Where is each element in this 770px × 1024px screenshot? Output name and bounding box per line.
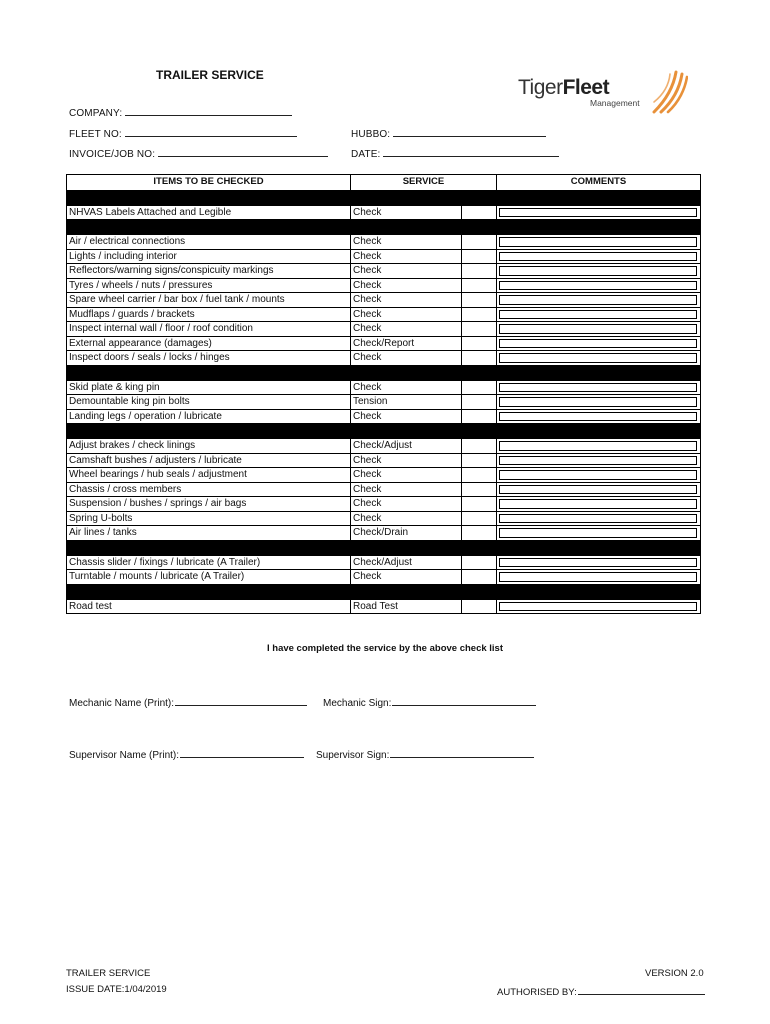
footer-issue-date: ISSUE DATE:1/04/2019 xyxy=(66,984,167,995)
service-cell: Check xyxy=(350,570,461,584)
hubbo-field[interactable] xyxy=(351,126,546,140)
service-cell: Tension xyxy=(350,395,461,409)
section-divider xyxy=(67,584,700,599)
table-row xyxy=(67,205,700,220)
comments-input[interactable] xyxy=(499,353,697,363)
service-cell: Check xyxy=(350,381,461,395)
logo-tagline: Management xyxy=(590,98,640,108)
logo-wordmark: TigerFleet xyxy=(518,76,610,99)
service-checklist-table xyxy=(66,174,701,614)
done-checkbox-cell[interactable] xyxy=(461,439,496,453)
comments-input[interactable] xyxy=(499,383,697,393)
table-row xyxy=(67,350,700,365)
comments-input[interactable] xyxy=(499,208,697,218)
item-cell: Reflectors/warning signs/conspicuity markings xyxy=(69,265,274,276)
supervisor-sign-line[interactable] xyxy=(390,747,534,758)
done-checkbox-cell[interactable] xyxy=(461,264,496,278)
table-row xyxy=(67,438,700,453)
done-checkbox-cell[interactable] xyxy=(461,512,496,526)
item-cell: Inspect doors / seals / locks / hinges xyxy=(69,352,230,363)
table-body xyxy=(67,190,700,614)
section-divider xyxy=(67,423,700,438)
section-divider xyxy=(67,365,700,380)
comments-input[interactable] xyxy=(499,499,697,509)
table-row xyxy=(67,569,700,584)
hubbo-line[interactable] xyxy=(393,126,546,137)
header-items: ITEMS TO BE CHECKED xyxy=(153,176,264,187)
item-cell: Spare wheel carrier / bar box / fuel tank / mounts xyxy=(69,294,285,305)
done-checkbox-cell[interactable] xyxy=(461,600,496,614)
section-divider xyxy=(67,190,700,205)
item-cell: Chassis slider / fixings / lubricate (A Trailer) xyxy=(69,556,261,568)
completion-statement: I have completed the service by the above check list xyxy=(266,643,503,654)
item-cell: Road test xyxy=(69,600,112,612)
comments-input[interactable] xyxy=(499,237,697,247)
supervisor-name-line[interactable] xyxy=(180,747,304,758)
done-checkbox-cell[interactable] xyxy=(461,526,496,540)
authorised-label: AUTHORISED BY: xyxy=(497,987,577,998)
done-checkbox-cell[interactable] xyxy=(461,395,496,409)
invoice-label: INVOICE/JOB NO: xyxy=(69,149,156,160)
item-cell: Chassis / cross members xyxy=(69,483,182,495)
service-cell: Check xyxy=(350,250,461,264)
item-cell: Camshaft bushes / adjusters / lubricate xyxy=(69,454,242,466)
supervisor-name-field[interactable] xyxy=(69,747,304,761)
done-checkbox-cell[interactable] xyxy=(461,483,496,497)
item-cell: Air / electrical connections xyxy=(69,236,186,247)
item-cell: Spring U-bolts xyxy=(69,512,133,524)
table-row xyxy=(67,409,700,424)
service-cell: Check/Adjust xyxy=(350,439,461,453)
tigerfleet-logo xyxy=(516,70,696,116)
section-divider xyxy=(67,540,700,555)
supervisor-name-label: Supervisor Name (Print): xyxy=(69,750,180,761)
fleet-no-label: FLEET NO: xyxy=(69,129,122,140)
table-row xyxy=(67,555,700,570)
table-row xyxy=(67,599,700,614)
comments-input[interactable] xyxy=(499,602,697,612)
comments-input[interactable] xyxy=(499,324,697,334)
done-checkbox-cell[interactable] xyxy=(461,381,496,395)
comments-input[interactable] xyxy=(499,485,697,495)
comments-input[interactable] xyxy=(499,572,697,582)
table-row xyxy=(67,467,700,482)
service-cell: Check/Adjust xyxy=(350,556,461,570)
mechanic-name-field[interactable] xyxy=(69,695,307,709)
service-cell: Check xyxy=(350,468,461,482)
date-line[interactable] xyxy=(383,146,559,157)
header-service: SERVICE xyxy=(350,175,496,190)
item-cell: External appearance (damages) xyxy=(69,337,212,349)
comments-input[interactable] xyxy=(499,558,697,568)
service-cell: Check xyxy=(350,351,461,365)
table-row xyxy=(67,336,700,351)
done-checkbox-cell[interactable] xyxy=(461,322,496,336)
service-cell: Check xyxy=(350,410,461,424)
item-cell: Air lines / tanks xyxy=(69,527,137,538)
service-cell: Check xyxy=(350,279,461,293)
table-row xyxy=(67,278,700,293)
footer-version: VERSION 2.0 xyxy=(645,968,704,979)
mechanic-name-line[interactable] xyxy=(175,695,307,706)
done-checkbox-cell[interactable] xyxy=(461,279,496,293)
section-divider xyxy=(67,219,700,234)
table-row xyxy=(67,380,700,395)
table-row xyxy=(67,525,700,540)
done-checkbox-cell[interactable] xyxy=(461,570,496,584)
date-label: DATE: xyxy=(351,149,381,160)
comments-input[interactable] xyxy=(499,281,697,291)
comments-input[interactable] xyxy=(499,295,697,305)
page-title: TRAILER SERVICE xyxy=(156,68,264,82)
date-field[interactable] xyxy=(351,146,559,160)
company-line[interactable] xyxy=(125,105,292,116)
service-cell: Check xyxy=(350,322,461,336)
comments-input[interactable] xyxy=(499,528,697,538)
fleet-no-line[interactable] xyxy=(125,126,297,137)
table-row xyxy=(67,511,700,526)
item-cell: Demountable king pin bolts xyxy=(69,396,190,407)
done-checkbox-cell[interactable] xyxy=(461,410,496,424)
mechanic-sign-label: Mechanic Sign: xyxy=(323,698,392,709)
comments-input[interactable] xyxy=(499,252,697,262)
service-cell: Check xyxy=(350,483,461,497)
item-cell: Tyres / wheels / nuts / pressures xyxy=(69,279,213,291)
mechanic-sign-field[interactable] xyxy=(323,695,536,709)
mechanic-name-label: Mechanic Name (Print): xyxy=(69,698,175,709)
invoice-field[interactable] xyxy=(69,146,328,160)
item-cell: Inspect internal wall / floor / roof condition xyxy=(69,323,253,334)
item-cell: Wheel bearings / hub seals / adjustment xyxy=(69,469,247,480)
table-row xyxy=(67,321,700,336)
comments-input[interactable] xyxy=(499,397,697,407)
company-label: COMPANY: xyxy=(69,108,123,119)
comments-input[interactable] xyxy=(499,412,697,422)
item-cell: NHVAS Labels Attached and Legible xyxy=(69,206,232,218)
done-checkbox-cell[interactable] xyxy=(461,206,496,220)
header-comments: COMMENTS xyxy=(496,175,700,190)
table-row xyxy=(67,234,700,249)
item-cell: Turntable / mounts / lubricate (A Trailer) xyxy=(69,571,245,582)
company-field[interactable] xyxy=(69,105,292,119)
table-row xyxy=(67,263,700,278)
comments-input[interactable] xyxy=(499,441,697,451)
done-checkbox-cell[interactable] xyxy=(461,337,496,351)
table-row xyxy=(67,496,700,511)
table-row xyxy=(67,292,700,307)
done-checkbox-cell[interactable] xyxy=(461,497,496,511)
service-cell: Road Test xyxy=(350,600,461,614)
supervisor-sign-label: Supervisor Sign: xyxy=(316,750,390,761)
comments-input[interactable] xyxy=(499,514,697,524)
service-cell: Check xyxy=(350,264,461,278)
comments-input[interactable] xyxy=(499,339,697,349)
done-checkbox-cell[interactable] xyxy=(461,235,496,249)
claw-marks-icon xyxy=(648,70,688,114)
done-checkbox-cell[interactable] xyxy=(461,468,496,482)
item-cell: Landing legs / operation / lubricate xyxy=(69,410,222,422)
item-cell: Suspension / bushes / springs / air bags xyxy=(69,498,247,509)
service-cell: Check/Drain xyxy=(350,526,461,540)
comments-input[interactable] xyxy=(499,456,697,466)
hubbo-label: HUBBO: xyxy=(351,129,391,140)
footer-doc-name: TRAILER SERVICE xyxy=(66,968,151,979)
table-header xyxy=(67,175,700,190)
done-checkbox-cell[interactable] xyxy=(461,308,496,322)
service-cell: Check xyxy=(350,497,461,511)
item-cell: Lights / including interior xyxy=(69,250,177,262)
service-cell: Check xyxy=(350,235,461,249)
service-cell: Check xyxy=(350,206,461,220)
supervisor-sign-field[interactable] xyxy=(316,747,534,761)
item-cell: Adjust brakes / check linings xyxy=(69,440,196,451)
done-checkbox-cell[interactable] xyxy=(461,351,496,365)
table-row xyxy=(67,249,700,264)
fleet-no-field[interactable] xyxy=(69,126,297,140)
comments-input[interactable] xyxy=(499,310,697,320)
service-cell: Check xyxy=(350,293,461,307)
table-row xyxy=(67,482,700,497)
table-row xyxy=(67,394,700,409)
authorised-line[interactable] xyxy=(578,984,705,995)
comments-input[interactable] xyxy=(499,266,697,276)
table-row xyxy=(67,307,700,322)
table-row xyxy=(67,453,700,468)
service-cell: Check/Report xyxy=(350,337,461,351)
service-cell: Check xyxy=(350,512,461,526)
invoice-line[interactable] xyxy=(158,146,328,157)
item-cell: Skid plate & king pin xyxy=(69,381,160,393)
service-cell: Check xyxy=(350,308,461,322)
done-checkbox-cell[interactable] xyxy=(461,250,496,264)
service-cell: Check xyxy=(350,454,461,468)
done-checkbox-cell[interactable] xyxy=(461,556,496,570)
done-checkbox-cell[interactable] xyxy=(461,293,496,307)
item-cell: Mudflaps / guards / brackets xyxy=(69,308,195,320)
comments-input[interactable] xyxy=(499,470,697,480)
done-checkbox-cell[interactable] xyxy=(461,454,496,468)
footer-authorised[interactable] xyxy=(497,984,705,998)
mechanic-sign-line[interactable] xyxy=(392,695,536,706)
